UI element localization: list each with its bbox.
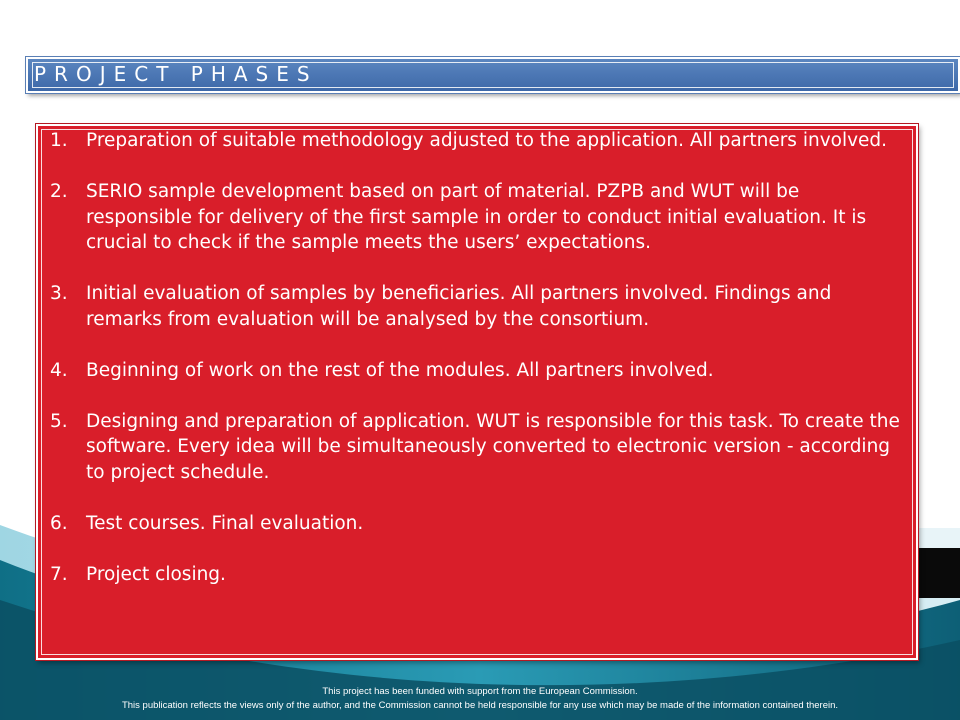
list-item — [50, 128, 900, 154]
phase-text: Designing and preparation of application. WUT is responsible for this task. To create the software. Every idea will be simultaneously converted to electronic version - according to project schedule. — [86, 410, 900, 483]
phase-text: Initial evaluation of samples by beneficiaries. All partners involved. Findings and remarks from evaluation will be analysed by the consortium. — [86, 283, 832, 330]
list-item — [50, 562, 900, 588]
phase-text: Project closing. — [86, 563, 226, 585]
footer-funding-note: This project has been funded with support from the European Commission. — [322, 686, 638, 697]
phase-number: 7. — [50, 563, 68, 585]
phase-text: Preparation of suitable methodology adjusted to the application. All partners involved. — [86, 130, 888, 151]
list-item — [50, 281, 900, 332]
phase-number: 1. — [50, 130, 68, 151]
phase-number: 2. — [50, 181, 68, 202]
phase-number: 6. — [50, 512, 68, 534]
phase-number: 5. — [50, 410, 68, 432]
phase-number: 3. — [50, 283, 68, 304]
list-item — [50, 358, 900, 384]
list-item — [50, 511, 900, 537]
phase-text: SERIO sample development based on part of material. PZPB and WUT will be responsible for delivery of the first sample in order to conduct initial evaluation. It is crucial to check if the sample meets the users’ expectations. — [86, 181, 867, 253]
page-title: PROJECT PHASES — [34, 62, 318, 86]
list-item — [50, 409, 900, 486]
phase-number: 4. — [50, 359, 68, 381]
footer-disclaimer: This publication reflects the views only of the author, and the Commission cannot be held responsible for any use which may be made of the information contained therein. — [121, 700, 839, 711]
phase-text: Test courses. Final evaluation. — [86, 512, 364, 534]
phases-list — [50, 128, 900, 613]
phase-text: Beginning of work on the rest of the modules. All partners involved. — [86, 359, 714, 381]
list-item — [50, 179, 900, 256]
